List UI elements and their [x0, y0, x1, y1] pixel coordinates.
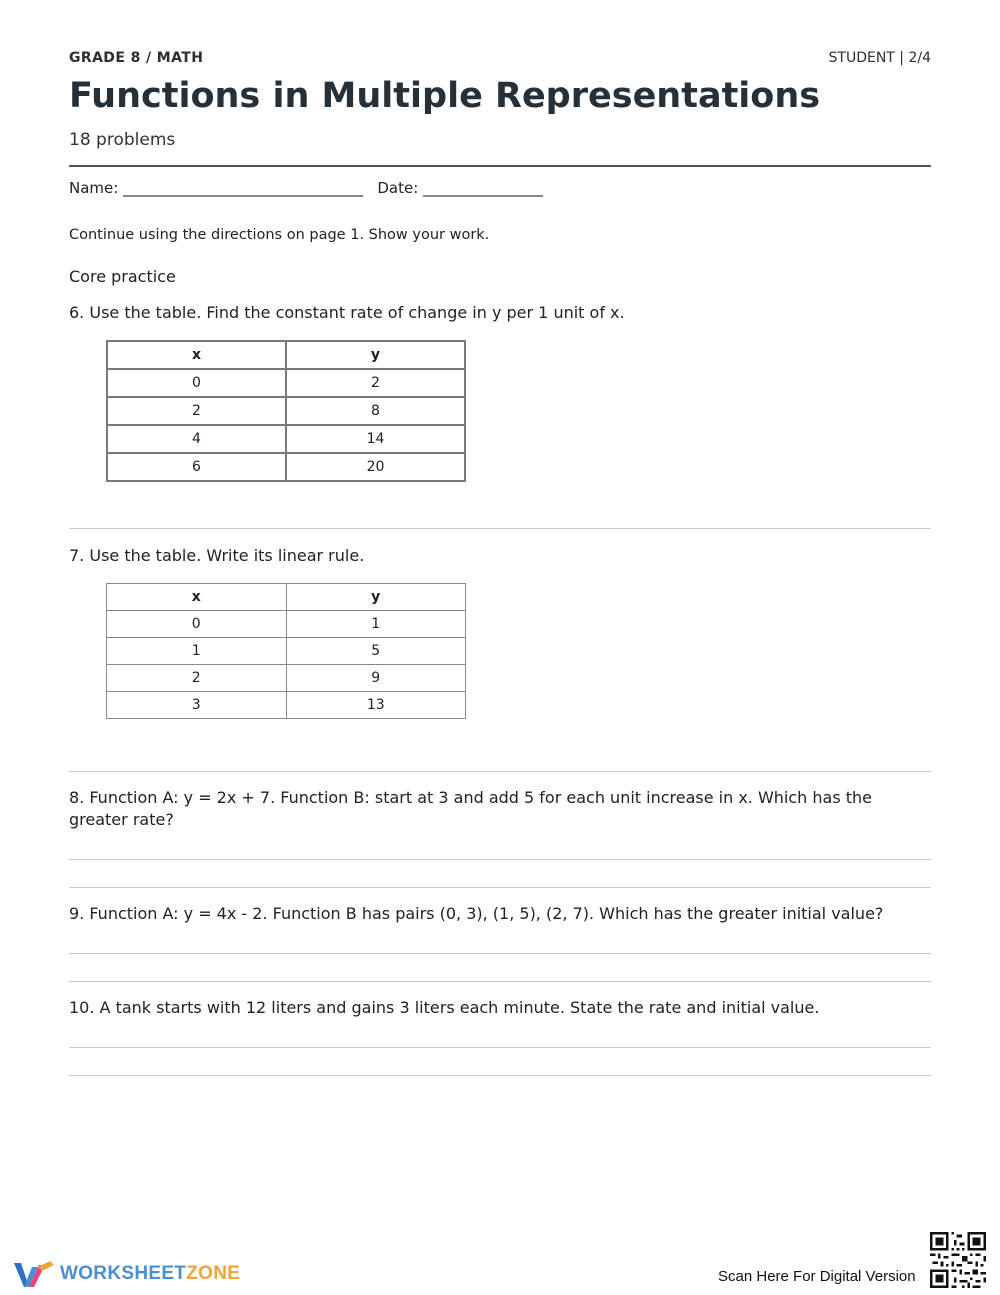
table-cell: 4 [107, 425, 286, 453]
question-7-text: 7. Use the table. Write its linear rule. [69, 546, 365, 565]
table-row [107, 638, 466, 665]
table-cell: 6 [107, 453, 286, 481]
table-cell: 2 [286, 369, 465, 397]
table-header-x: x [107, 341, 286, 369]
question-9-text: 9. Function A: y = 4x - 2. Function B has pairs (0, 3), (1, 5), (2, 7). Which has the greater initial value? [69, 904, 884, 923]
header-divider [69, 165, 931, 167]
table-row [107, 611, 466, 638]
table-row [107, 369, 465, 397]
scan-label: Scan Here For Digital Version [718, 1268, 916, 1285]
page-title: Functions in Multiple Representations [69, 76, 821, 116]
table-cell: 1 [107, 638, 287, 665]
table-row [107, 665, 466, 692]
question-8-text: 8. Function A: y = 2x + 7. Function B: start at 3 and add 5 for each unit increase in x. Which has the greater rate? [69, 788, 873, 829]
answer-line[interactable] [69, 981, 931, 982]
answer-line[interactable] [69, 953, 931, 954]
page-info: STUDENT | 2/4 [828, 50, 931, 66]
logo-text-part2: ZONE [186, 1263, 241, 1284]
problem-count: 18 problems [69, 130, 176, 150]
table-cell: 0 [107, 369, 286, 397]
section-title: Core practice [69, 267, 176, 286]
table-cell: 2 [107, 665, 287, 692]
logo-text-part1: WORKSHEET [60, 1263, 187, 1284]
directions-text: Continue using the directions on page 1. Show your work. [69, 227, 490, 243]
table-cell: 20 [286, 453, 465, 481]
table-cell: 3 [107, 692, 287, 719]
grade-subject-label: GRADE 8 / MATH [69, 50, 204, 66]
table-cell: 1 [286, 611, 466, 638]
question-6-text: 6. Use the table. Find the constant rate of change in y per 1 unit of x. [69, 303, 625, 322]
table-cell: 8 [286, 397, 465, 425]
table-row [107, 397, 465, 425]
question-10-text: 10. A tank starts with 12 liters and gains 3 liters each minute. State the rate and initial value. [69, 998, 820, 1017]
answer-line[interactable] [69, 528, 931, 529]
worksheetzone-w-logo-icon [12, 1259, 56, 1289]
table-header-y: y [286, 584, 466, 611]
table-cell: 14 [286, 425, 465, 453]
table-cell: 5 [286, 638, 466, 665]
answer-line[interactable] [69, 1047, 931, 1048]
page-header [69, 50, 931, 70]
table-cell: 2 [107, 397, 286, 425]
answer-line[interactable] [69, 887, 931, 888]
table-header-row [107, 584, 466, 611]
name-date-line: Name: ________________________________ Date: ________________ [69, 179, 544, 197]
table-cell: 13 [286, 692, 466, 719]
table-cell: 9 [286, 665, 466, 692]
qr-code-icon[interactable] [930, 1232, 986, 1288]
table-header-row [107, 341, 465, 369]
table-row [107, 425, 465, 453]
answer-line[interactable] [69, 1075, 931, 1076]
answer-line[interactable] [69, 859, 931, 860]
question-7-table [106, 583, 466, 719]
table-cell: 0 [107, 611, 287, 638]
table-row [107, 453, 465, 481]
question-6-table [106, 340, 466, 482]
answer-line[interactable] [69, 771, 931, 772]
logo-text [60, 1263, 240, 1285]
table-header-y: y [286, 341, 465, 369]
worksheetzone-logo[interactable] [12, 1259, 240, 1289]
table-row [107, 692, 466, 719]
table-header-x: x [107, 584, 287, 611]
